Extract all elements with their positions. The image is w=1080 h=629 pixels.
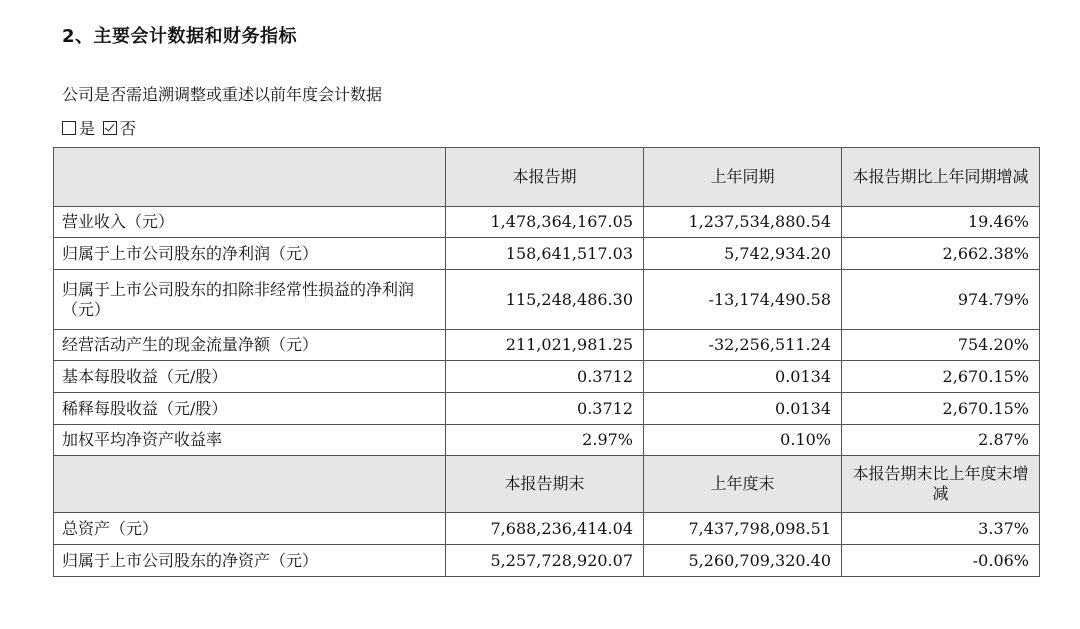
row-current: 158,641,517.03 xyxy=(446,238,644,270)
row-prior: 0.10% xyxy=(644,425,842,456)
row-label: 经营活动产生的现金流量净额（元） xyxy=(54,330,446,361)
header-current-period: 本报告期 xyxy=(446,148,644,207)
row-current: 1,478,364,167.05 xyxy=(446,207,644,238)
table-row xyxy=(54,207,1040,238)
row-current: 5,257,728,920.07 xyxy=(446,545,644,577)
row-label: 稀释每股收益（元/股） xyxy=(54,393,446,425)
row-current: 115,248,486.30 xyxy=(446,270,644,330)
table-header-row xyxy=(54,456,1040,513)
header-prior-period: 上年同期 xyxy=(644,148,842,207)
header-prior-year-end: 上年度末 xyxy=(644,456,842,513)
row-label: 归属于上市公司股东的扣除非经常性损益的净利润（元） xyxy=(54,270,446,330)
row-change: 2.87% xyxy=(842,425,1040,456)
row-prior: 5,260,709,320.40 xyxy=(644,545,842,577)
table-row xyxy=(54,238,1040,270)
restatement-question: 公司是否需追溯调整或重述以前年度会计数据 xyxy=(62,85,383,104)
row-change: 2,662.38% xyxy=(842,238,1040,270)
row-current: 0.3712 xyxy=(446,361,644,393)
yes-checkbox[interactable] xyxy=(62,121,76,135)
row-prior: 7,437,798,098.51 xyxy=(644,513,842,545)
table-row xyxy=(54,513,1040,545)
header-blank-cell xyxy=(54,148,446,207)
no-checkbox[interactable] xyxy=(103,121,117,135)
table-row xyxy=(54,330,1040,361)
row-change: -0.06% xyxy=(842,545,1040,577)
row-label: 营业收入（元） xyxy=(54,207,446,238)
row-change: 3.37% xyxy=(842,513,1040,545)
no-label: 否 xyxy=(120,119,137,138)
table-header-row xyxy=(54,148,1040,207)
row-current: 0.3712 xyxy=(446,393,644,425)
row-label: 归属于上市公司股东的净资产（元） xyxy=(54,545,446,577)
row-change: 2,670.15% xyxy=(842,361,1040,393)
header-change: 本报告期比上年同期增减 xyxy=(842,148,1040,207)
row-change: 974.79% xyxy=(842,270,1040,330)
row-change: 2,670.15% xyxy=(842,393,1040,425)
header-change: 本报告期末比上年度末增减 xyxy=(842,456,1040,513)
table-row xyxy=(54,545,1040,577)
header-period-end: 本报告期末 xyxy=(446,456,644,513)
row-change: 19.46% xyxy=(842,207,1040,238)
row-prior: 5,742,934.20 xyxy=(644,238,842,270)
table-row xyxy=(54,425,1040,456)
row-label: 基本每股收益（元/股） xyxy=(54,361,446,393)
header-blank-cell xyxy=(54,456,446,513)
table-row xyxy=(54,361,1040,393)
table-row xyxy=(54,393,1040,425)
row-label: 总资产（元） xyxy=(54,513,446,545)
row-prior: 1,237,534,880.54 xyxy=(644,207,842,238)
row-label: 加权平均净资产收益率 xyxy=(54,425,446,456)
row-prior: 0.0134 xyxy=(644,361,842,393)
row-current: 7,688,236,414.04 xyxy=(446,513,644,545)
restatement-answer xyxy=(62,116,136,139)
row-label: 归属于上市公司股东的净利润（元） xyxy=(54,238,446,270)
row-current: 2.97% xyxy=(446,425,644,456)
row-prior: 0.0134 xyxy=(644,393,842,425)
yes-label: 是 xyxy=(79,119,96,138)
section-title: 2、主要会计数据和财务指标 xyxy=(62,26,298,47)
row-prior: -13,174,490.58 xyxy=(644,270,842,330)
financial-data-table xyxy=(53,147,1040,577)
row-current: 211,021,981.25 xyxy=(446,330,644,361)
table-row xyxy=(54,270,1040,330)
row-change: 754.20% xyxy=(842,330,1040,361)
row-prior: -32,256,511.24 xyxy=(644,330,842,361)
